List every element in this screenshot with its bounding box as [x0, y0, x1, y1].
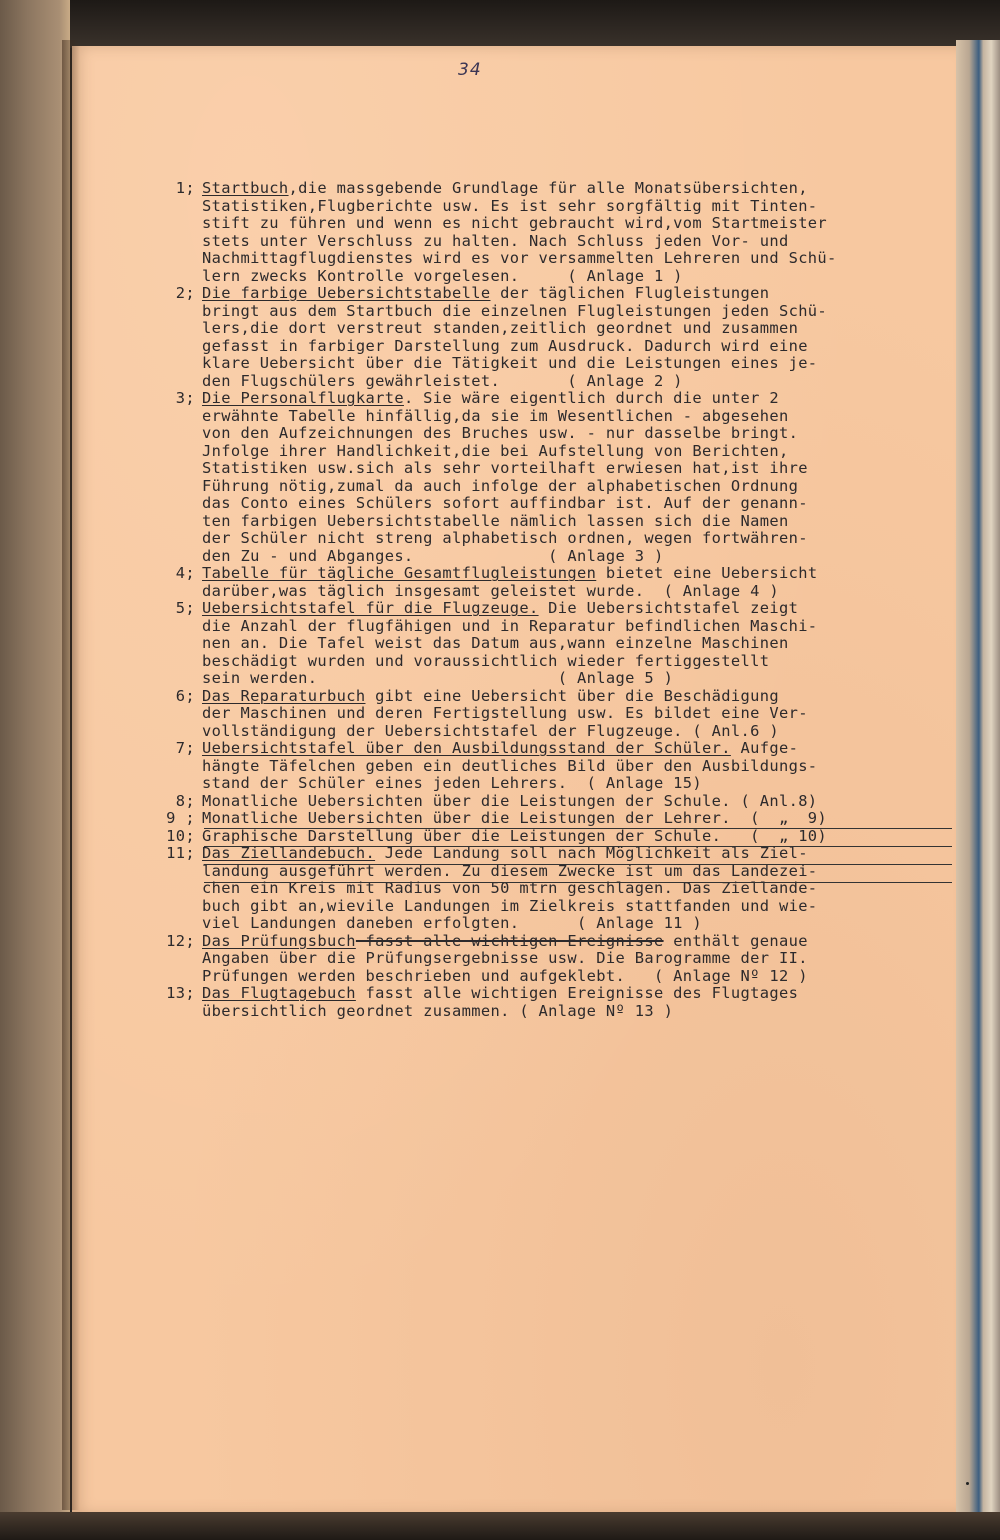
underlined-heading: Uebersichtstafel für die Flugzeuge.: [202, 599, 539, 617]
line-text: chen ein Kreis mit Radius von 50 mtrn geschlagen. Das Ziellande-: [202, 879, 818, 897]
underlined-heading: Die farbige Uebersichtstabelle: [202, 284, 491, 302]
text-line: [140, 950, 960, 968]
item-number: 5;: [175, 599, 195, 617]
text-line: [140, 215, 960, 233]
line-text: sein werden. ( Anlage 5 ): [202, 669, 674, 687]
line-text: Prüfungen werden beschrieben und aufgeklebt. ( Anlage Nº 12 ): [202, 966, 808, 985]
line-text: Angaben über die Prüfungsergebnisse usw. Die Barogramme der II.: [202, 949, 808, 967]
text-line: [140, 373, 960, 391]
text-line: [140, 775, 960, 793]
line-text: stets unter Verschluss zu halten. Nach Schluss jeden Vor- und: [202, 231, 789, 250]
line-text: Die Uebersichtstafel zeigt: [538, 599, 799, 617]
line-text: Graphische Darstellung über die Leistungen der Schule. ( „ 10): [202, 826, 828, 845]
ruled-line: [204, 828, 952, 829]
text-line: [140, 688, 960, 706]
item-number: 13;: [166, 984, 195, 1002]
list-item: [140, 285, 960, 390]
text-line: [140, 495, 960, 513]
item-number: 12;: [166, 931, 195, 950]
line-text: bietet eine Uebersicht: [596, 564, 818, 582]
text-line: [140, 443, 960, 461]
text-line: [140, 758, 960, 776]
line-text: der Maschinen und deren Fertigstellung usw. Es bildet eine Ver-: [202, 704, 808, 722]
text-line: [140, 863, 960, 881]
text-line: [140, 548, 960, 566]
line-text: nen an. Die Tafel weist das Datum aus,wann einzelne Maschinen: [202, 634, 789, 652]
text-line: [140, 583, 960, 601]
line-text: der Schüler nicht streng alphabetisch ordnen, wegen fortwähren-: [202, 529, 808, 547]
text-line: [140, 845, 960, 863]
line-text: stift zu führen und wenn es nicht gebraucht wird,vom Startmeister: [202, 214, 828, 232]
item-number: 7;: [175, 739, 195, 757]
line-text: enthält genaue: [663, 931, 808, 950]
item-number: 8;: [175, 791, 195, 810]
underlined-heading: Uebersichtstafel über den Ausbildungsstand der Schüler.: [202, 739, 731, 757]
text-line: [140, 513, 960, 531]
text-line: [140, 915, 960, 933]
text-line: [140, 828, 960, 846]
line-text: . Sie wäre eigentlich durch die unter 2: [403, 389, 779, 407]
list-item: [140, 810, 960, 828]
scan-top-border: [0, 0, 1000, 48]
ink-dot: [966, 1482, 969, 1485]
text-line: [140, 425, 960, 443]
text-line: [140, 180, 960, 198]
underlined-heading: Tabelle für tägliche Gesamtflugleistungen: [202, 564, 597, 582]
text-line: [140, 460, 960, 478]
list-item: [140, 390, 960, 565]
line-text: der täglichen Flugleistungen: [490, 284, 770, 302]
underlined-heading: Das Reparaturbuch: [202, 686, 366, 705]
text-line: [140, 793, 960, 811]
list-item: [140, 828, 960, 846]
line-text: klare Uebersicht über die Tätigkeit und die Leistungen eines je-: [202, 354, 818, 372]
text-line: [140, 1003, 960, 1021]
line-text: den Zu - und Abganges. ( Anlage 3 ): [202, 546, 664, 565]
underlined-heading: Das Flugtagebuch: [202, 984, 356, 1002]
text-line: [140, 303, 960, 321]
ruled-line: [204, 846, 952, 847]
line-text: bringt aus dem Startbuch die einzelnen Flugleistungen jeden Schü-: [202, 301, 828, 320]
text-line: [140, 740, 960, 758]
text-line: [140, 968, 960, 986]
text-line: [140, 320, 960, 338]
text-line: [140, 565, 960, 583]
line-text: hängte Täfelchen geben ein deutliches Bild über den Ausbildungs-: [202, 756, 818, 775]
text-line: [140, 355, 960, 373]
line-text: fasst alle wichtigen Ereignisse des Flugtages: [355, 984, 799, 1002]
underlined-heading: Die Personalflugkarte: [202, 389, 404, 407]
text-line: [140, 285, 960, 303]
list-item: [140, 845, 960, 933]
item-number: 6;: [175, 686, 195, 705]
item-number: 2;: [175, 284, 195, 302]
line-text: stand der Schüler eines jeden Lehrers. ( Anlage 15): [202, 774, 703, 792]
text-line: [140, 670, 960, 688]
line-text: Nachmittagflugdienstes wird es vor versammelten Lehreren und Schü-: [202, 249, 837, 267]
line-text: Statistiken,Flugberichte usw. Es ist sehr sorgfältig mit Tinten-: [202, 196, 818, 215]
ruled-line: [204, 882, 952, 883]
item-number: 4;: [175, 564, 195, 582]
underlined-heading: Das Prüfungsbuch: [202, 931, 356, 950]
line-text: Führung nötig,zumal da auch infolge der alphabetischen Ordnung: [202, 476, 799, 495]
text-line: [140, 530, 960, 548]
text-line: [140, 600, 960, 618]
text-line: [140, 390, 960, 408]
list-item: [140, 565, 960, 600]
line-text: Monatliche Uebersichten über die Leistungen der Schule. ( Anl.8): [202, 791, 818, 810]
binder-cover-left: [0, 0, 70, 1540]
text-line: [140, 723, 960, 741]
line-text: Jede Landung soll nach Möglichkeit als Ziel-: [375, 844, 808, 862]
line-text: vollständigung der Uebersichtstafel der Flugzeuge. ( Anl.6 ): [202, 721, 779, 740]
line-text: beschädigt wurden und voraussichtlich wieder fertiggestellt: [202, 651, 770, 670]
line-text: ten farbigen Uebersichtstabelle nämlich lassen sich die Namen: [202, 511, 789, 530]
item-number: 3;: [175, 389, 195, 407]
line-text: ,die massgebende Grundlage für alle Monatsübersichten,: [288, 179, 808, 197]
list-item: [140, 985, 960, 1020]
text-line: [140, 653, 960, 671]
list-item: [140, 793, 960, 811]
item-number: 11;: [166, 844, 195, 862]
line-text: Aufge-: [730, 739, 799, 757]
item-number: 10;: [166, 826, 195, 845]
list-item: [140, 600, 960, 688]
typewritten-text: [140, 180, 960, 1020]
line-text: die Anzahl der flugfähigen und in Reparatur befindlichen Maschi-: [202, 616, 818, 635]
text-line: [140, 618, 960, 636]
line-text: buch gibt an,wievile Landungen im Zielkreis stattfanden und wie-: [202, 896, 818, 915]
list-item: [140, 740, 960, 793]
text-line: [140, 408, 960, 426]
item-number: 1;: [175, 179, 195, 197]
text-line: [140, 933, 960, 951]
text-line: [140, 338, 960, 356]
line-text: Monatliche Uebersichten über die Leistungen der Lehrer. ( „ 9): [202, 809, 828, 827]
ruled-line: [204, 864, 952, 865]
line-text: gefasst in farbiger Darstellung zum Ausdruck. Dadurch wird eine: [202, 336, 808, 355]
line-text: gibt eine Uebersicht über die Beschädigung: [365, 686, 779, 705]
underlined-heading: Startbuch: [202, 179, 289, 197]
underlined-heading: Das Ziellandebuch.: [202, 844, 376, 862]
text-line: [140, 705, 960, 723]
text-line: [140, 985, 960, 1003]
line-text: erwähnte Tabelle hinfällig,da sie im Wesentlichen - abgesehen: [202, 406, 789, 425]
line-text: darüber,was täglich insgesamt geleistet wurde. ( Anlage 4 ): [202, 581, 779, 600]
struck-through-text: fasst alle wichtigen Ereignisse: [355, 931, 664, 950]
line-text: von den Aufzeichnungen des Bruches usw. - nur dasselbe bringt.: [202, 424, 799, 442]
text-line: [140, 635, 960, 653]
page-stack-edge: [956, 40, 1000, 1520]
scan-bottom-border: [0, 1512, 1000, 1540]
line-text: lern zwecks Kontrolle vorgelesen. ( Anlage 1 ): [202, 266, 683, 285]
line-text: landung ausgeführt werden. Zu diesem Zwecke ist um das Landezei-: [202, 861, 818, 880]
binding-shadow: [62, 40, 80, 1510]
text-line: [140, 810, 960, 828]
list-item: [140, 688, 960, 741]
text-line: [140, 898, 960, 916]
text-line: [140, 198, 960, 216]
list-item: [140, 180, 960, 285]
text-line: [140, 478, 960, 496]
text-line: [140, 233, 960, 251]
line-text: das Conto eines Schülers sofort auffindbar ist. Auf der genann-: [202, 494, 808, 512]
line-text: den Flugschülers gewährleistet. ( Anlage 2 ): [202, 371, 683, 390]
text-line: [140, 268, 960, 286]
page-number: 34: [458, 60, 482, 80]
line-text: Jnfolge ihrer Handlichkeit,die bei Aufstellung von Berichten,: [202, 441, 789, 460]
line-text: lers,die dort verstreut standen,zeitlich geordnet und zusammen: [202, 319, 799, 337]
line-text: übersichtlich geordnet zusammen. ( Anlage Nº 13 ): [202, 1001, 674, 1020]
line-text: Statistiken usw.sich als sehr vorteilhaft erwiesen hat,ist ihre: [202, 459, 808, 477]
line-text: viel Landungen daneben erfolgten. ( Anlage 11 ): [202, 914, 703, 932]
list-item: [140, 933, 960, 986]
text-line: [140, 250, 960, 268]
item-number: 9 ;: [166, 809, 195, 827]
